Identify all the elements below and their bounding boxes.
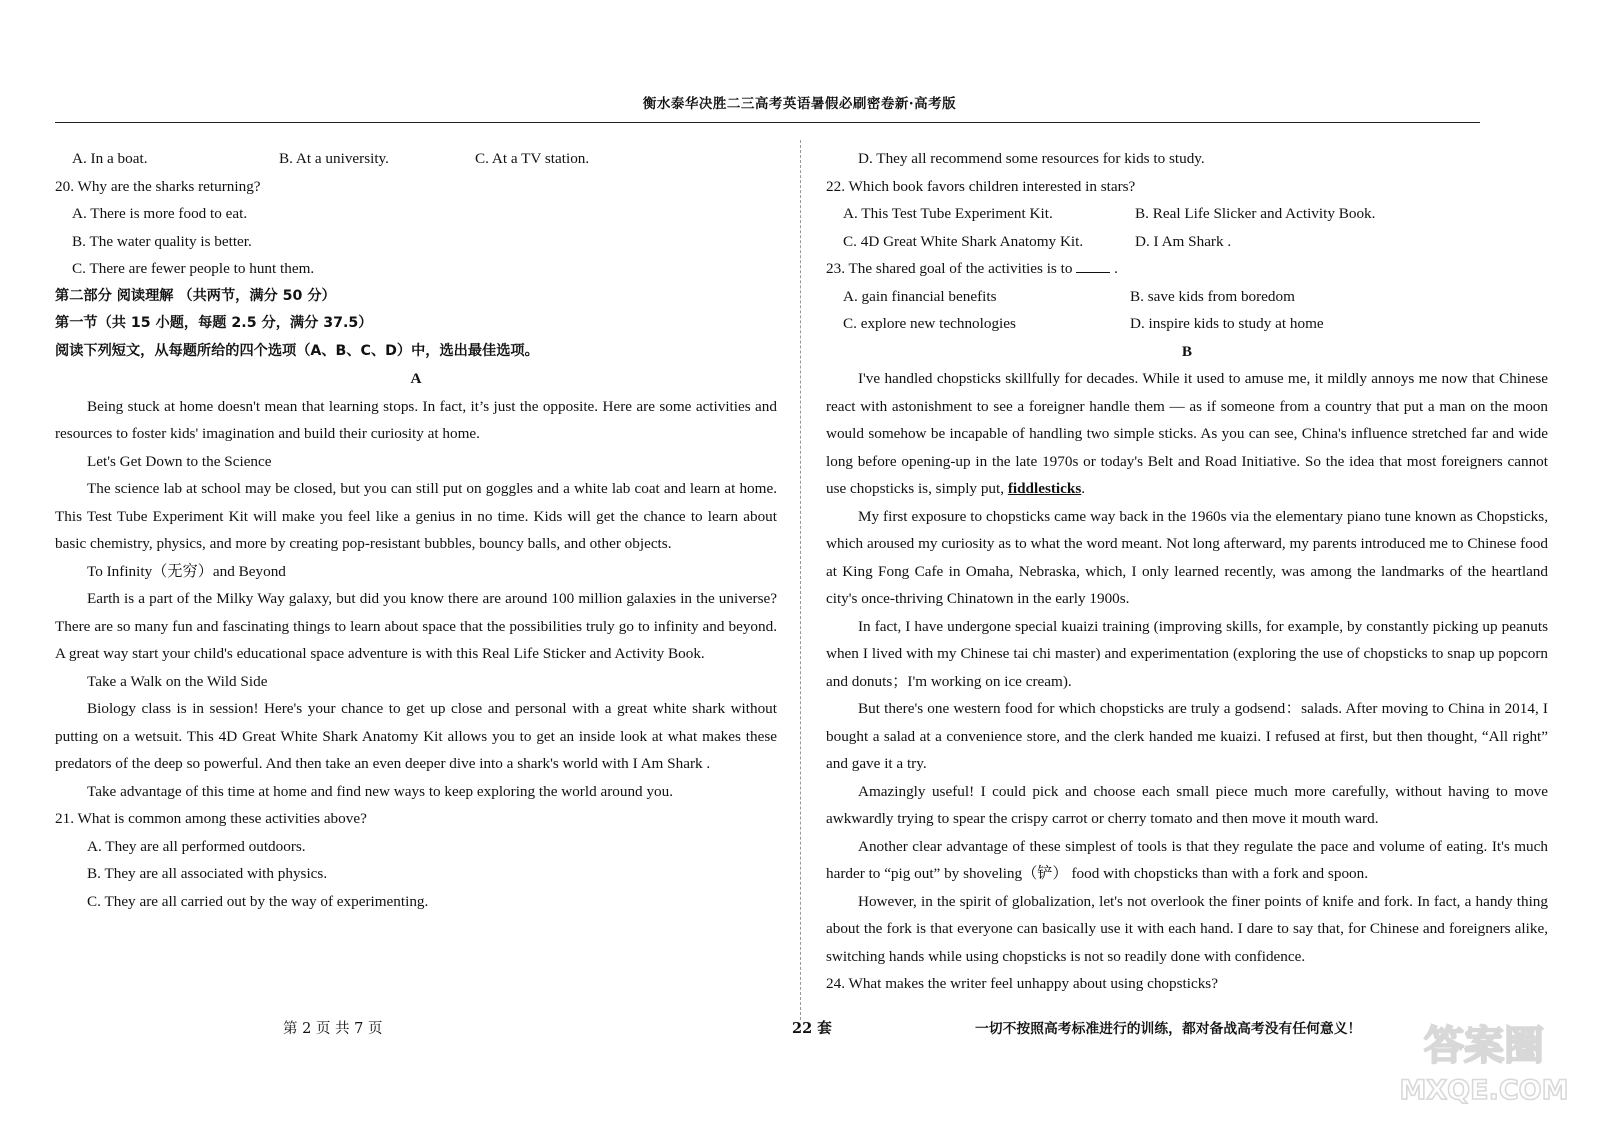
q23-stem-end: . [1114, 260, 1118, 277]
passage-b-paragraph-4: But there's one western food for which chopsticks are truly a godsend：salads. After moving to China in 2014, I bought a salad at a convenience store, and the clerk handed me kuaizi. I refused at first, but then thought, “All right” and gave it a try. [826, 700, 1548, 772]
set-number: 22 套 [792, 1020, 832, 1037]
q21-stem: 21. What is common among these activities above? [55, 810, 367, 827]
q23-blank [1076, 258, 1110, 273]
passage-a-paragraph-1: The science lab at school may be closed, but you can still put on goggles and a white lab coat and learn at home. This Test Tube Experiment Kit will make you feel like a genius in no time. Kids will get the chance to learn about basic chemistry, physics, and more by creating pop-resistant bubbles, bouncy balls, and other objects. [55, 480, 777, 552]
passage-b-paragraph-2: My first exposure to chopsticks came way back in the 1960s via the elementary piano tune known as Chopsticks, which aroused my curiosity as to what the word meant. Not long afterward, my parents introduced me to Chinese food at King Fong Cafe in Omaha, Nebraska, which, I only learned recently, was among the landmarks of the heartland city's once-thriving Chinatown in the early 1900s. [826, 507, 1548, 607]
right-column [826, 145, 1548, 998]
q23-stem-text: 23. The shared goal of the activities is to [826, 260, 1073, 277]
q20-option-b: B. The water quality is better. [72, 232, 252, 250]
watermark-line-1: 答案圈 [1424, 1023, 1544, 1069]
passage-b-paragraph-3: In fact, I have undergone special kuaizi training (improving skills, for example, by constantly picking up peanuts when I lived with my Chinese tai chi master) and experimentation (exploring the use of chopsticks to snap up popcorn and donuts；I'm working on ice cream). [826, 617, 1548, 690]
page-number: 第 2 页 共 7 页 [283, 1021, 383, 1037]
passage-a-paragraph-3: Biology class is in session! Here's your chance to get up close and personal with a great white shark without putting on a wetsuit. This 4D Great White Shark Anatomy Kit allows you to get an inside look at what makes these predators of the deep so powerful. And then take an even deeper dive into a shark's world with I Am Shark . [55, 700, 777, 772]
q23-option-c: C. explore new technologies [843, 315, 1016, 332]
q23-stem [826, 255, 1548, 283]
option-c: C. At a TV station. [475, 150, 590, 167]
watermark-line-2: MXQE.COM [1399, 1075, 1569, 1106]
footer-motto: 一切不按照高考标准进行的训练，都对备战高考没有任何意义！ [975, 1021, 1362, 1037]
section-sub-heading: 第一节（共 15 小题，每题 2.5 分，满分 37.5） [55, 315, 373, 331]
passage-b-paragraph-6: Another clear advantage of these simplest of tools is that they regulate the pace and volume of eating. It's much harder to “pig out” by shoveling（铲） food with chopsticks than with a fork and spoon. [826, 837, 1548, 882]
q23-options-row-2 [826, 310, 1548, 338]
passage-b-p1-text: I've handled chopsticks skillfully for decades. While it used to amuse me, it mildly annoys me now that Chinese react with astonishment to see a foreigner handle them — as if someone from a country that put a man on the moon would somehow be incapable of handling two simple sticks. As you can see, China's influence stretched far and wide long before opening-up in the late 1970s or today's Belt and Road Initiative. So the idea that most foreigners cannot use chopsticks is, simply put, [826, 370, 1548, 497]
q19-options [55, 145, 777, 173]
q22-option-b: B. Real Life Slicker and Activity Book. [1135, 205, 1376, 222]
underlined-word: fiddlesticks [1007, 480, 1082, 497]
q24-stem: 24. What makes the writer feel unhappy about using chopsticks? [826, 975, 1218, 992]
q22-option-c: C. 4D Great White Shark Anatomy Kit. [843, 232, 1084, 250]
q23-option-d: D. inspire kids to study at home [1130, 315, 1324, 332]
q23-option-a: A. gain financial benefits [843, 287, 997, 305]
q22-option-a: A. This Test Tube Experiment Kit. [843, 205, 1053, 222]
q22-stem: 22. Which book favors children interested in stars? [826, 177, 1136, 195]
section-part-heading: 第二部分 阅读理解 （共两节，满分 50 分） [55, 287, 336, 304]
section-instructions: 阅读下列短文，从每题所给的四个选项（A、B、C、D）中，选出最佳选项。 [55, 342, 539, 359]
left-column [55, 145, 777, 915]
passage-b-p1-end: . [1081, 480, 1086, 497]
header-rule [55, 122, 1480, 123]
q21-option-b: B. They are all associated with physics. [87, 865, 328, 882]
q21-option-d: D. They all recommend some resources for kids to study. [858, 150, 1205, 167]
passage-a-heading-3: Take a Walk on the Wild Side [87, 672, 268, 690]
passage-a-intro: Being stuck at home doesn't mean that learning stops. In fact, it’s just the opposite. Here are some activities and resources to foster kids' imagination and build their curiosity at home. [55, 397, 777, 442]
exam-header-title: 衡水泰华决胜二三高考英语暑假必刷密卷新·高考版 [642, 96, 957, 112]
q22-option-d: D. I Am Shark . [1135, 232, 1232, 250]
q23-option-b: B. save kids from boredom [1130, 287, 1295, 305]
passage-b-paragraph-7: However, in the spirit of globalization, let's not overlook the finer points of knife and fork. In fact, a handy thing about the fork is that everyone can basically use it with each hand. I dare to say that, for Chinese and foreigners alike, switching hands while using chopsticks is not so readily done with confidence. [826, 892, 1548, 965]
column-divider [800, 140, 801, 1020]
passage-b-paragraph-1 [826, 365, 1548, 503]
q23-options-row-1 [826, 283, 1548, 311]
passage-a-label: A [410, 370, 422, 387]
q21-option-c: C. They are all carried out by the way of experimenting. [87, 892, 429, 910]
q21-option-a: A. They are all performed outdoors. [87, 837, 306, 855]
q20-option-a: A. There is more food to eat. [72, 205, 248, 222]
q22-options-row-1 [826, 200, 1548, 228]
passage-b-label: B [1181, 342, 1193, 360]
option-a: A. In a boat. [72, 150, 148, 167]
passage-a-heading-1: Let's Get Down to the Science [87, 452, 272, 470]
passage-b-paragraph-5: Amazingly useful! I could pick and choose each small piece much more carefully, without having to move awkwardly trying to spear the crispy carrot or cherry tomato and then move it mouth ward. [826, 782, 1548, 827]
passage-a-paragraph-2: Earth is a part of the Milky Way galaxy, but did you know there are around 100 million galaxies in the universe? There are so many fun and fascinating things to learn about space that the possibilities truly go to infinity and beyond. A great way start your child's educational space adventure is with this Real Life Sticker and Activity Book. [55, 590, 777, 662]
q20-stem: 20. Why are the sharks returning? [55, 177, 261, 195]
q22-options-row-2 [826, 228, 1548, 256]
watermark-logo [1399, 1011, 1569, 1111]
passage-a-closing: Take advantage of this time at home and find new ways to keep exploring the world around you. [87, 782, 674, 800]
passage-a-heading-2: To Infinity（无穷）and Beyond [87, 562, 286, 580]
q20-option-c: C. There are fewer people to hunt them. [72, 260, 315, 277]
option-b: B. At a university. [279, 150, 389, 167]
